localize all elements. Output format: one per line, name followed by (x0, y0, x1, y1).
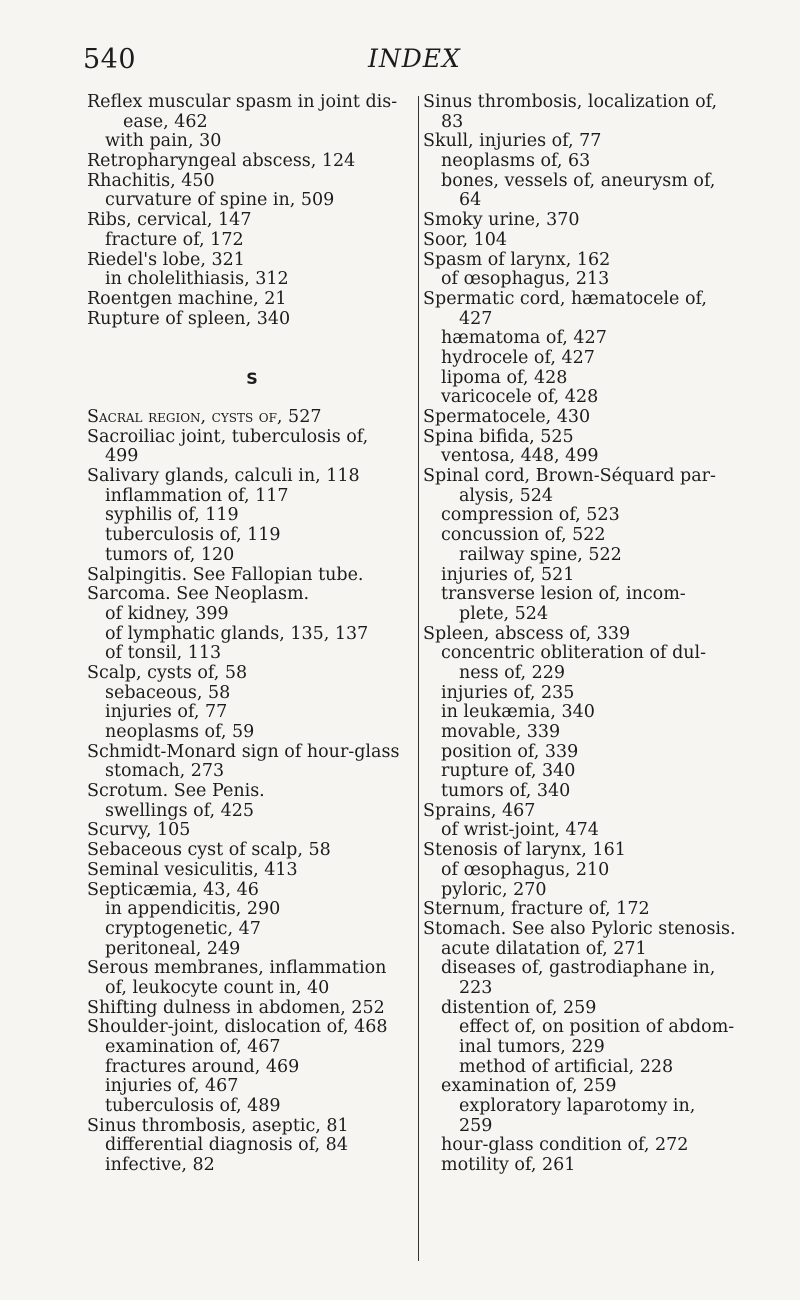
index-entry: concussion of, 522 (441, 525, 606, 546)
index-entry: of wrist-joint, 474 (441, 820, 599, 841)
index-entry: tuberculosis of, 489 (105, 1096, 281, 1117)
index-entry: Sinus thrombosis, aseptic, 81 (87, 1115, 349, 1136)
index-entry: motility of, 261 (441, 1155, 576, 1176)
index-entry: cryptogenetic, 47 (105, 918, 261, 939)
index-entry: distention of, 259 (441, 997, 597, 1018)
index-entry: bones, vessels of, aneurysm of, (441, 170, 716, 191)
page-title: INDEX (368, 44, 461, 73)
index-entry: peritoneal, 249 (105, 938, 241, 959)
index-entry: Spina bifida, 525 (423, 426, 574, 447)
index-entry: Scrotum. See Penis. (87, 781, 265, 802)
index-entry: acute dilatation of, 271 (441, 938, 647, 959)
index-entry: fractures around, 469 (105, 1056, 300, 1077)
index-entry: Salpingitis. See Fallopian tube. (87, 564, 364, 585)
index-entry: Stomach. See also Pyloric stenosis. (423, 918, 736, 939)
index-entry: Sacral region, cysts of, 527 (87, 407, 322, 427)
index-entry: 83 (441, 111, 464, 132)
index-entry: swellings of, 425 (105, 800, 255, 821)
index-entry: Skull, injuries of, 77 (423, 131, 602, 152)
index-entry: in cholelithiasis, 312 (105, 269, 289, 290)
index-entry: Spleen, abscess of, 339 (423, 623, 631, 644)
index-entry: curvature of spine in, 509 (105, 190, 335, 211)
index-entry: Spermatocele, 430 (423, 407, 591, 427)
index-entry: in leukæmia, 340 (441, 702, 595, 723)
index-entry: hour-glass condition of, 272 (441, 1135, 689, 1156)
index-entry: Rhachitis, 450 (87, 170, 215, 191)
index-entry: Rupture of spleen, 340 (87, 308, 291, 329)
index-entry: tuberculosis of, 119 (105, 525, 281, 546)
index-entry: of tonsil, 113 (105, 643, 222, 664)
index-entry: Spasm of larynx, 162 (423, 249, 611, 270)
index-entry: Ribs, cervical, 147 (87, 210, 252, 231)
index-entry: injuries of, 235 (441, 682, 575, 703)
index-entry: Spermatic cord, hæmatocele of, (423, 288, 707, 309)
index-entry: Scalp, cysts of, 58 (87, 662, 248, 683)
index-entry: position of, 339 (441, 741, 579, 762)
index-entry: Shifting dulness in abdomen, 252 (87, 997, 385, 1018)
index-entry: ventosa, 448, 499 (441, 446, 599, 467)
index-entry: 259 (459, 1115, 493, 1136)
index-entry: Shoulder-joint, dislocation of, 468 (87, 1017, 388, 1038)
page-number: 540 (83, 44, 137, 75)
index-entry: Stenosis of larynx, 161 (423, 840, 626, 861)
index-entry: Sprains, 467 (423, 800, 536, 821)
index-entry: transverse lesion of, incom- (441, 584, 686, 605)
index-entry: hæmatoma of, 427 (441, 328, 607, 349)
index-entry: inflammation of, 117 (105, 485, 289, 506)
index-entry: Sebaceous cyst of scalp, 58 (87, 840, 331, 861)
index-column-right (423, 93, 768, 1176)
index-entry: lipoma of, 428 (441, 367, 568, 388)
index-entry: in appendicitis, 290 (105, 899, 281, 920)
index-entry: pyloric, 270 (441, 879, 547, 900)
index-entry: Retropharyngeal abscess, 124 (87, 151, 356, 172)
index-entry: exploratory laparotomy in, (459, 1096, 696, 1117)
index-entry: Septicæmia, 43, 46 (87, 879, 259, 900)
blank-line (87, 349, 417, 369)
index-entry: tumors of, 340 (441, 781, 571, 802)
index-entry: Sternum, fracture of, 172 (423, 899, 650, 920)
index-entry: 499 (105, 446, 139, 467)
index-entry: examination of, 467 (105, 1037, 281, 1057)
index-entry: tumors of, 120 (105, 544, 235, 565)
index-entry: movable, 339 (441, 722, 561, 742)
index-entry: varicocele of, 428 (441, 387, 599, 408)
index-entry: Scurvy, 105 (87, 820, 191, 841)
blank-line (87, 329, 417, 349)
index-entry: Sinus thrombosis, localization of, (423, 92, 718, 112)
index-entry: stomach, 273 (105, 761, 225, 782)
index-entry: plete, 524 (459, 603, 549, 624)
index-entry: effect of, on position of abdom- (459, 1017, 735, 1038)
index-entry: ease, 462 (123, 111, 208, 132)
index-column-left (87, 93, 417, 1176)
index-entry: sebaceous, 58 (105, 682, 231, 703)
index-entry: method of artificial, 228 (459, 1056, 674, 1077)
index-entry: differential diagnosis of, 84 (105, 1135, 348, 1156)
index-entry: fracture of, 172 (105, 229, 244, 250)
index-entry: with pain, 30 (105, 131, 222, 152)
index-entry: 427 (459, 308, 493, 329)
index-entry: Roentgen machine, 21 (87, 288, 287, 309)
index-entry: Sarcoma. See Neoplasm. (87, 584, 310, 605)
index-entry: infective, 82 (105, 1155, 215, 1176)
index-entry: Spinal cord, Brown-Séquard par- (423, 466, 716, 487)
index-entry: compression of, 523 (441, 505, 620, 526)
index-entry: neoplasms of, 59 (105, 722, 255, 742)
index-entry: rupture of, 340 (441, 761, 576, 782)
index-entry: ness of, 229 (459, 662, 566, 683)
index-entry: examination of, 259 (441, 1076, 617, 1097)
index-entry: 64 (459, 190, 482, 211)
index-entry: Smoky urine, 370 (423, 210, 580, 231)
index-entry: Schmidt-Monard sign of hour-glass (87, 741, 400, 762)
index-entry: Sacroiliac joint, tuberculosis of, (87, 426, 369, 447)
index-entry: inal tumors, 229 (459, 1037, 605, 1057)
section-letter: S (246, 368, 258, 388)
index-entry: Seminal vesiculitis, 413 (87, 859, 298, 880)
index-entry: Riedel's lobe, 321 (87, 249, 245, 270)
index-entry: Serous membranes, inflammation (87, 958, 387, 979)
index-entry: of, leukocyte count in, 40 (105, 977, 330, 998)
index-entry: injuries of, 467 (105, 1076, 239, 1097)
index-entry: 223 (459, 977, 493, 998)
index-entry: Salivary glands, calculi in, 118 (87, 466, 360, 487)
index-entry: of œsophagus, 210 (441, 859, 610, 880)
index-entry: of kidney, 399 (105, 603, 229, 624)
column-divider (418, 96, 419, 1261)
index-entry: railway spine, 522 (459, 544, 622, 565)
index-entry: alysis, 524 (459, 485, 554, 506)
index-entry: concentric obliteration of dul- (441, 643, 707, 664)
index-entry: diseases of, gastrodiaphane in, (441, 958, 716, 979)
blank-line (87, 388, 417, 408)
index-entry: of œsophagus, 213 (441, 269, 610, 290)
index-entry: injuries of, 521 (441, 564, 575, 585)
index-entry: injuries of, 77 (105, 702, 228, 723)
index-entry: hydrocele of, 427 (441, 347, 595, 368)
index-entry: Reflex muscular spasm in joint dis- (87, 92, 398, 112)
page-header (0, 44, 800, 84)
index-entry: of lymphatic glands, 135, 137 (105, 623, 369, 644)
index-entry: syphilis of, 119 (105, 505, 239, 526)
index-entry: Soor, 104 (423, 229, 508, 250)
index-entry: neoplasms of, 63 (441, 151, 591, 172)
